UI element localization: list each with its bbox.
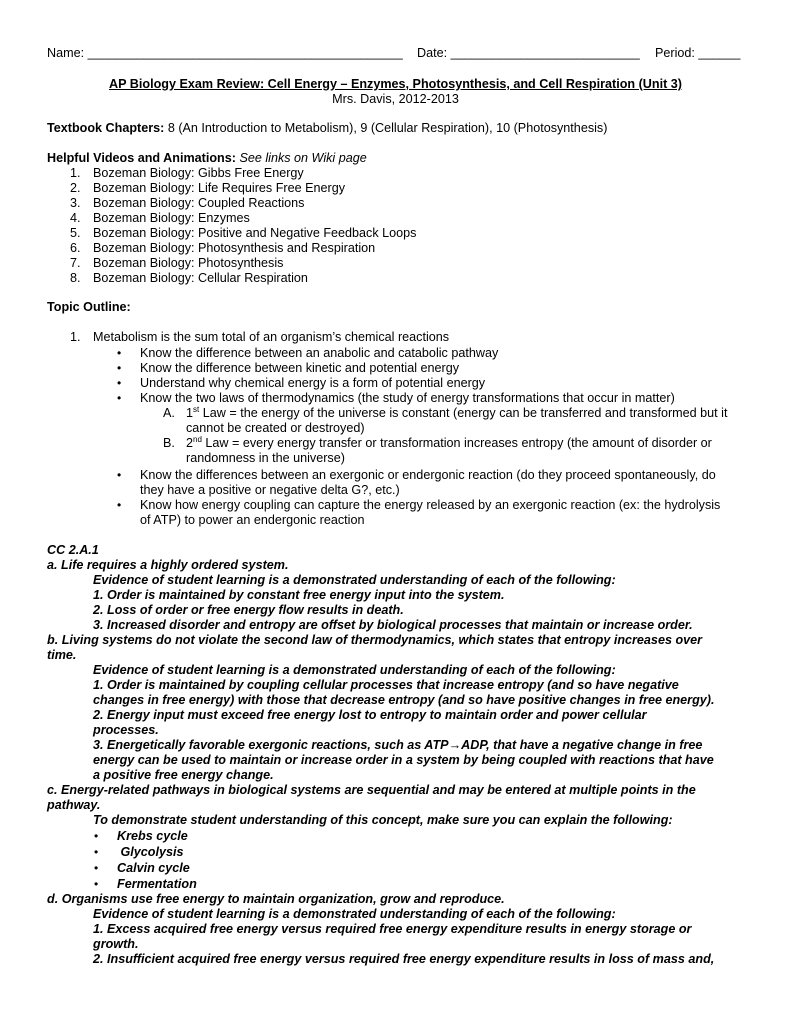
period-field: Period: ______ (655, 46, 741, 60)
list-item-num: 1. (70, 166, 81, 180)
bullet-icon: • (117, 391, 122, 405)
name-field: Name: _____________________________________________ (47, 46, 403, 60)
cc-b2: 2. Energy input must exceed free energy lost to entropy to maintain order and power cellular (93, 708, 647, 722)
list-item: Bozeman Biology: Gibbs Free Energy (93, 166, 304, 180)
cc-c-item: Fermentation (117, 877, 197, 891)
cc-evidence: Evidence of student learning is a demonstrated understanding of each of the following: (93, 573, 616, 587)
list-item-num: 2. (70, 181, 81, 195)
cc-c: c. Energy-related pathways in biological systems are sequential and may be entered at multiple points in the (47, 783, 696, 797)
outline-bullet-cont: they have a positive or negative delta G?, etc.) (140, 483, 400, 497)
cc-b3: 3. Energetically favorable exergonic reactions, such as ATP→ADP, that have a negative change in free (93, 738, 703, 752)
cc-c-item: Krebs cycle (117, 829, 188, 843)
cc-c-item: Calvin cycle (117, 861, 190, 875)
outline-num: 1. (70, 330, 81, 344)
outline-bullet: Know the two laws of thermodynamics (the study of energy transformations that occur in matter) (140, 391, 675, 405)
bullet-icon: • (94, 877, 99, 891)
bullet-icon: • (117, 346, 122, 360)
bullet-icon: • (117, 498, 122, 512)
cc-b2-cont: processes. (93, 723, 159, 737)
cc-b3-cont: energy can be used to maintain or increase order in a system by being coupled with reactions that have (93, 753, 714, 767)
bullet-icon: • (94, 845, 99, 859)
law-b-cont: randomness in the universe) (186, 451, 345, 465)
outline-item: Metabolism is the sum total of an organism’s chemical reactions (93, 330, 450, 344)
bullet-icon: • (94, 861, 99, 875)
list-item-num: 3. (70, 196, 81, 210)
cc-c-intro: To demonstrate student understanding of this concept, make sure you can explain the following: (93, 813, 673, 827)
date-field: Date: ___________________________ (417, 46, 640, 60)
cc-d: d. Organisms use free energy to maintain organization, grow and reproduce. (47, 892, 505, 906)
cc-d2: 2. Insufficient acquired free energy versus required free energy expenditure results in loss of mass and, (93, 952, 715, 966)
law-letter: B. (163, 436, 175, 450)
list-item-num: 6. (70, 241, 81, 255)
law-letter: A. (163, 406, 175, 420)
cc-evidence: Evidence of student learning is a demonstrated understanding of each of the following: (93, 907, 616, 921)
cc-b3-cont: a positive free energy change. (93, 768, 274, 782)
bullet-icon: • (94, 829, 99, 843)
law-a: 1st Law = the energy of the universe is constant (energy can be transferred and transformed but it (186, 404, 728, 420)
bullet-icon: • (117, 376, 122, 390)
document-subtitle: Mrs. Davis, 2012-2013 (332, 92, 459, 106)
bullet-icon: • (117, 468, 122, 482)
law-b: 2nd Law = every energy transfer or transformation increases entropy (the amount of disorder or (186, 434, 712, 450)
cc-c-item: Glycolysis (117, 845, 184, 859)
outline-bullet: Know the difference between kinetic and potential energy (140, 361, 460, 375)
cc-a: a. Life requires a highly ordered system. (47, 558, 289, 572)
cc-d1: 1. Excess acquired free energy versus required free energy expenditure results in energy storage or (93, 922, 692, 936)
list-item: Bozeman Biology: Positive and Negative Feedback Loops (93, 226, 417, 240)
list-item: Bozeman Biology: Photosynthesis and Respiration (93, 241, 376, 255)
cc-evidence: Evidence of student learning is a demonstrated understanding of each of the following: (93, 663, 616, 677)
videos-note: See links on Wiki page (239, 151, 367, 165)
cc-b-cont: time. (47, 648, 77, 662)
videos-heading (47, 151, 367, 166)
bullet-icon: • (117, 361, 122, 375)
cc-a1: 1. Order is maintained by constant free energy input into the system. (93, 588, 505, 602)
law-a-cont: cannot be created or destroyed) (186, 421, 365, 435)
videos-label: Helpful Videos and Animations: (47, 151, 236, 165)
cc-d1-cont: growth. (93, 937, 139, 951)
chapters-label: Textbook Chapters: (47, 121, 165, 135)
list-item-num: 4. (70, 211, 81, 225)
list-item: Bozeman Biology: Photosynthesis (93, 256, 284, 270)
list-item: Bozeman Biology: Enzymes (93, 211, 250, 225)
outline-bullet-cont: of ATP) to power an endergonic reaction (140, 513, 365, 527)
outline-bullet: Know the differences between an exergonic or endergonic reaction (do they proceed spontaneously, do (140, 468, 716, 482)
chapters-text: 8 (An Introduction to Metabolism), 9 (Cellular Respiration), 10 (Photosynthesis) (164, 121, 608, 135)
list-item-num: 8. (70, 271, 81, 285)
cc-b: b. Living systems do not violate the second law of thermodynamics, which states that entropy increases over (47, 633, 703, 647)
outline-bullet: Know the difference between an anabolic and catabolic pathway (140, 346, 499, 360)
textbook-chapters (47, 121, 607, 136)
document-title: AP Biology Exam Review: Cell Energy – Enzymes, Photosynthesis, and Cell Respiration (Unit 3) (109, 77, 682, 91)
cc-a3: 3. Increased disorder and entropy are offset by biological processes that maintain or increase order. (93, 618, 693, 632)
outline-bullet: Know how energy coupling can capture the energy released by an exergonic reaction (ex: the hydrolysis (140, 498, 721, 512)
cc-a2: 2. Loss of order or free energy flow results in death. (93, 603, 404, 617)
list-item: Bozeman Biology: Coupled Reactions (93, 196, 305, 210)
list-item: Bozeman Biology: Life Requires Free Energy (93, 181, 346, 195)
topic-outline-heading: Topic Outline: (47, 300, 131, 314)
cc-b1-cont: changes in free energy) with those that decrease entropy (and so have positive changes in free energy). (93, 693, 715, 707)
outline-bullet: Understand why chemical energy is a form of potential energy (140, 376, 486, 390)
list-item: Bozeman Biology: Cellular Respiration (93, 271, 308, 285)
cc-c-cont: pathway. (47, 798, 101, 812)
list-item-num: 7. (70, 256, 81, 270)
list-item-num: 5. (70, 226, 81, 240)
cc-b1: 1. Order is maintained by coupling cellular processes that increase entropy (and so have negative (93, 678, 679, 692)
cc-heading: CC 2.A.1 (47, 543, 99, 557)
